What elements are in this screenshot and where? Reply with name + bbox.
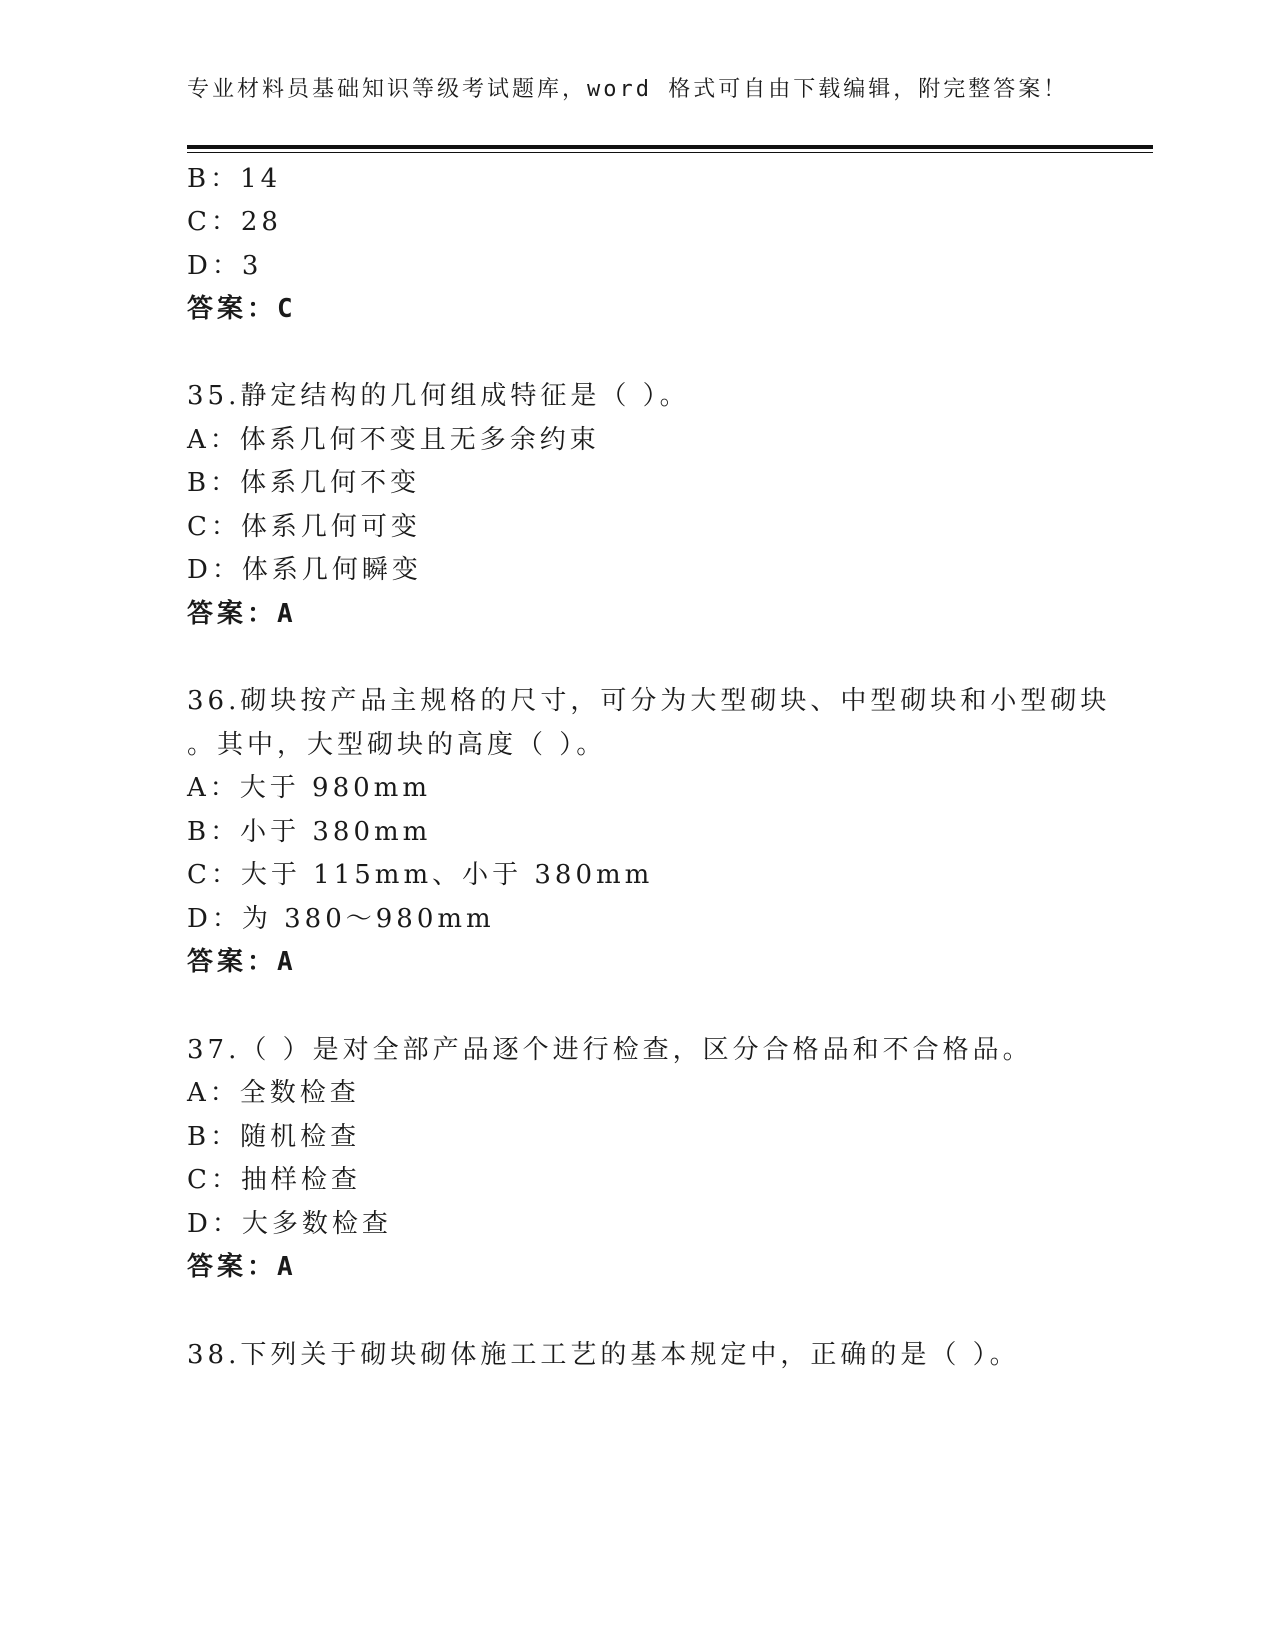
question-stem: 35.静定结构的几何组成特征是（ ）。	[187, 381, 690, 411]
option-c: C：抽样检查	[187, 1165, 361, 1195]
answer: 答案：A	[187, 947, 297, 977]
page-header: 专业材料员基础知识等级考试题库，word 格式可自由下载编辑，附完整答案！	[187, 77, 1069, 102]
option-b: B：体系几何不变	[187, 468, 421, 498]
option-b: B：随机检查	[187, 1122, 361, 1152]
option-c: C：28	[187, 207, 282, 237]
option-c: C：体系几何可变	[187, 512, 421, 542]
question-stem: 36.砌块按产品主规格的尺寸，可分为大型砌块、中型砌块和小型砌块	[187, 686, 1111, 716]
option-b: B：小于 380mm	[187, 817, 432, 847]
question-stem: 37.（ ）是对全部产品逐个进行检查，区分合格品和不合格品。	[187, 1035, 1033, 1065]
header-rule-thin	[187, 152, 1153, 153]
option-b: B：14	[187, 164, 282, 194]
option-d: D：大多数检查	[187, 1209, 392, 1239]
answer: 答案：A	[187, 1252, 297, 1282]
option-a: A：体系几何不变且无多余约束	[187, 425, 600, 455]
header-rule-thick	[187, 145, 1153, 149]
option-d: D：为 380～980mm	[187, 904, 495, 934]
question-stem-continued: 。其中，大型砌块的高度（ ）。	[187, 730, 607, 760]
answer: 答案：C	[187, 294, 297, 324]
question-stem: 38.下列关于砌块砌体施工工艺的基本规定中，正确的是（ ）。	[187, 1340, 1020, 1370]
option-d: D：3	[187, 251, 263, 281]
option-d: D：体系几何瞬变	[187, 555, 422, 585]
answer: 答案：A	[187, 599, 297, 629]
option-c: C：大于 115mm、小于 380mm	[187, 860, 654, 890]
option-a: A：全数检查	[187, 1078, 360, 1108]
option-a: A：大于 980mm	[187, 773, 431, 803]
